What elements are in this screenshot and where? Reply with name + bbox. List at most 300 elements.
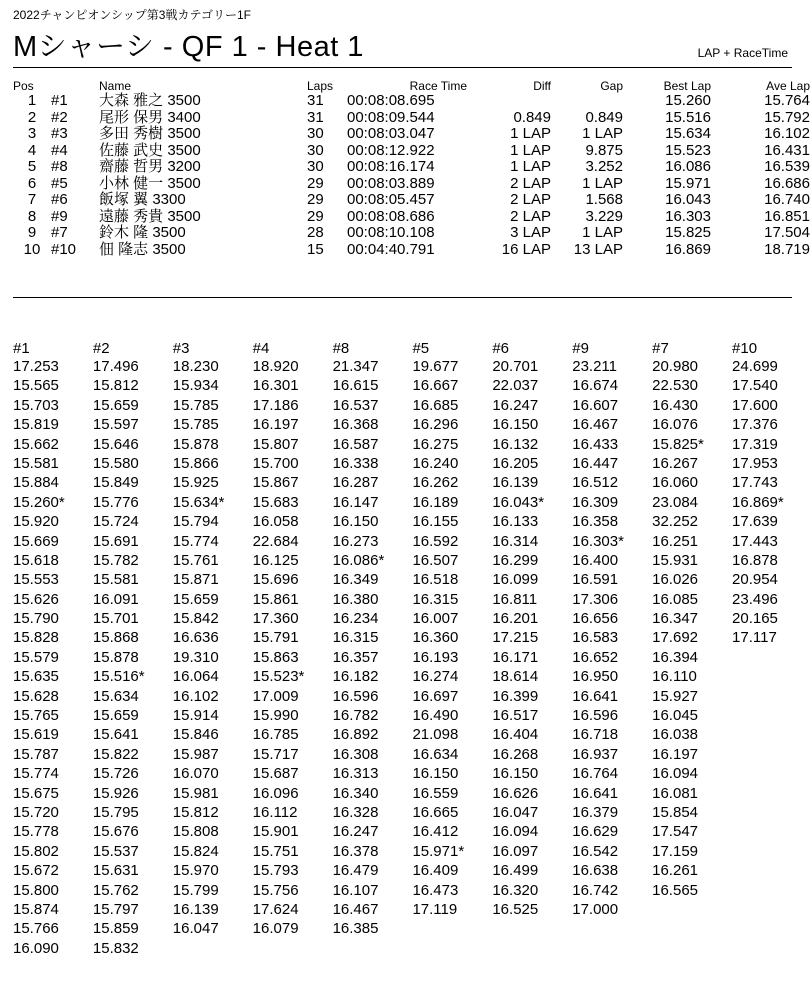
lap-time: 16.060 xyxy=(652,474,699,492)
lap-time: 15.866 xyxy=(172,454,219,472)
lap-time: 15.884 xyxy=(13,474,59,492)
lap-time: 15.791 xyxy=(252,629,299,647)
lap-time: 15.751 xyxy=(252,842,299,860)
lap-time: 15.987 xyxy=(172,745,219,763)
lap-time: 16.340 xyxy=(332,784,379,802)
result-car-number: #4 xyxy=(51,141,68,159)
lap-time: 15.700 xyxy=(252,454,299,472)
lap-time: 16.112 xyxy=(252,803,298,821)
lap-time: 16.685 xyxy=(412,396,459,414)
lap-time: 15.659 xyxy=(172,590,219,608)
lap-times-grid xyxy=(13,340,812,958)
results-header-row xyxy=(13,78,810,93)
lap-time: 18.614 xyxy=(492,668,539,686)
lap-column xyxy=(492,340,572,958)
lap-time: 15.863 xyxy=(252,648,299,666)
lap-time: 16.634 xyxy=(412,745,459,763)
lap-time: 16.592 xyxy=(412,532,459,550)
results-row xyxy=(13,242,810,259)
lap-time: 16.155 xyxy=(412,513,459,531)
lap-time: 16.467 xyxy=(572,416,619,434)
lap-time: 16.537 xyxy=(332,396,379,414)
result-ave-lap: 15.764 xyxy=(764,92,810,110)
result-laps: 30 xyxy=(307,141,324,159)
lap-time: 20.980 xyxy=(652,358,699,375)
lap-time: 16.026 xyxy=(652,571,699,589)
lap-time: 16.094 xyxy=(492,823,539,841)
col-header-name: Name xyxy=(99,79,132,93)
lap-time: 16.182 xyxy=(332,668,379,686)
lap-time: 17.009 xyxy=(252,687,299,705)
lap-time: 15.774 xyxy=(13,765,59,783)
lap-time: 15.849 xyxy=(92,474,139,492)
lap-time: 15.800 xyxy=(13,881,59,899)
lap-time: 16.447 xyxy=(572,454,619,472)
lap-time: 16.583 xyxy=(572,629,619,647)
lap-time: 15.675 xyxy=(13,784,59,802)
lap-time: 16.652 xyxy=(572,648,619,666)
result-race-time: 00:08:08.686 xyxy=(347,207,435,225)
lap-time: 16.267 xyxy=(652,454,699,472)
result-gap: 1 LAP xyxy=(582,174,623,192)
lap-time: 15.691 xyxy=(92,532,139,550)
result-race-time: 00:08:08.695 xyxy=(347,92,435,110)
lap-time: 15.646 xyxy=(92,435,139,453)
lap-time: 21.098 xyxy=(412,726,459,744)
lap-time: 16.587 xyxy=(332,435,379,453)
result-pos: 7 xyxy=(27,191,37,209)
lap-column xyxy=(652,340,732,958)
lap-time: 15.812 xyxy=(172,803,219,821)
lap-time: 16.094 xyxy=(652,765,699,783)
lap-time: 16.490 xyxy=(412,707,459,725)
lap-time: 16.268 xyxy=(492,745,539,763)
result-race-time: 00:08:12.922 xyxy=(347,141,435,159)
lap-time: 16.197 xyxy=(252,416,299,434)
lap-time: 23.211 xyxy=(572,358,617,375)
lap-time: 16.878 xyxy=(732,551,778,569)
lap-time: 16.273 xyxy=(332,532,379,550)
lap-time: 16.125 xyxy=(252,551,299,569)
lap-time: 24.699 xyxy=(732,358,778,375)
result-gap: 13 LAP xyxy=(573,240,623,258)
lap-time: 17.253 xyxy=(13,358,59,375)
lap-time: 15.765 xyxy=(13,707,59,725)
result-diff: 2 LAP xyxy=(510,174,551,192)
result-pos: 10 xyxy=(23,240,41,258)
result-pos: 6 xyxy=(27,174,37,192)
lap-time: 16.615 xyxy=(332,377,379,395)
result-ave-lap: 16.851 xyxy=(764,207,810,225)
lap-time: 16.869* xyxy=(732,493,784,511)
result-race-time: 00:08:03.047 xyxy=(347,125,435,143)
lap-time: 15.782 xyxy=(92,551,139,569)
lap-time: 15.793 xyxy=(252,862,299,880)
lap-time: 16.433 xyxy=(572,435,619,453)
lap-time: 17.496 xyxy=(92,358,139,375)
result-pos: 4 xyxy=(27,141,37,159)
lap-time: 15.619 xyxy=(13,726,59,744)
lap-time: 15.696 xyxy=(252,571,299,589)
lap-column xyxy=(93,340,173,958)
lap-time: 15.854 xyxy=(652,803,699,821)
lap-time: 16.150 xyxy=(332,513,379,531)
lap-time: 15.828 xyxy=(13,629,59,647)
lap-time: 17.000 xyxy=(572,900,619,918)
lap-time: 16.247 xyxy=(332,823,379,841)
lap-time: 15.970 xyxy=(172,862,219,880)
lap-time: 15.878 xyxy=(92,648,139,666)
lap-time: 17.692 xyxy=(652,629,699,647)
lap-time: 17.639 xyxy=(732,513,778,531)
lap-time: 16.542 xyxy=(572,842,619,860)
lap-time: 15.868 xyxy=(92,629,139,647)
lap-time: 15.726 xyxy=(92,765,139,783)
lap-time: 16.274 xyxy=(412,668,459,686)
lap-time: 16.150 xyxy=(492,765,539,783)
result-pos: 2 xyxy=(27,108,37,126)
lap-time: 16.076 xyxy=(652,416,699,434)
lap-time: 16.045 xyxy=(652,707,699,725)
lap-time: 17.600 xyxy=(732,396,778,414)
result-ave-lap: 16.539 xyxy=(764,158,810,176)
result-driver-name: 遠藤 秀貴 3500 xyxy=(99,207,201,225)
lap-time: 16.079 xyxy=(252,920,299,938)
result-driver-name: 尾形 保男 3400 xyxy=(99,108,201,126)
lap-time: 15.787 xyxy=(13,745,59,763)
lap-time: 16.782 xyxy=(332,707,379,725)
lap-time: 16.139 xyxy=(172,900,219,918)
lap-time: 17.319 xyxy=(732,435,778,453)
result-laps: 29 xyxy=(307,174,324,192)
lap-time: 15.822 xyxy=(92,745,139,763)
lap-time: 16.742 xyxy=(572,881,619,899)
lap-time: 15.628 xyxy=(13,687,59,705)
lap-time: 15.641 xyxy=(92,726,139,744)
lap-column-header: #1 xyxy=(13,340,30,357)
lap-time: 16.193 xyxy=(412,648,459,666)
lap-time: 15.819 xyxy=(13,416,59,434)
result-car-number: #2 xyxy=(51,108,68,126)
lap-time: 16.559 xyxy=(412,784,459,802)
lap-time: 16.301 xyxy=(252,377,299,395)
result-ave-lap: 16.431 xyxy=(764,141,810,159)
lap-time: 17.117 xyxy=(732,629,777,647)
lap-time: 15.635 xyxy=(13,668,59,686)
result-best-lap: 15.971 xyxy=(665,174,711,192)
lap-time: 15.634* xyxy=(172,493,225,511)
results-divider xyxy=(13,297,792,298)
lap-time: 16.107 xyxy=(332,881,379,899)
lap-time: 15.842 xyxy=(172,610,219,628)
col-header-best-lap: Best Lap xyxy=(663,79,711,93)
result-gap xyxy=(551,93,623,110)
result-car-number: #7 xyxy=(51,224,68,242)
lap-time: 15.762 xyxy=(92,881,139,899)
results-row xyxy=(13,93,810,110)
report-mode-label: LAP + RaceTime xyxy=(697,46,788,60)
lap-time: 15.901 xyxy=(252,823,299,841)
lap-time: 16.473 xyxy=(412,881,459,899)
lap-time: 22.684 xyxy=(252,532,299,550)
lap-time: 16.201 xyxy=(492,610,539,628)
lap-time: 15.581 xyxy=(92,571,139,589)
result-car-number: #9 xyxy=(51,207,68,225)
lap-time: 15.626 xyxy=(13,590,59,608)
lap-time: 15.659 xyxy=(92,707,139,725)
result-car-number: #3 xyxy=(51,125,68,143)
lap-time: 16.338 xyxy=(332,454,379,472)
lap-time: 15.776 xyxy=(92,493,139,511)
lap-time: 15.766 xyxy=(13,920,59,938)
lap-time: 23.084 xyxy=(652,493,699,511)
result-best-lap: 16.086 xyxy=(665,158,711,176)
result-gap: 1 LAP xyxy=(582,224,623,242)
lap-time: 15.634 xyxy=(92,687,139,705)
lap-time: 16.656 xyxy=(572,610,619,628)
lap-time: 16.641 xyxy=(572,784,619,802)
lap-time: 15.931 xyxy=(652,551,699,569)
lap-time: 16.937 xyxy=(572,745,619,763)
lap-time: 16.626 xyxy=(492,784,539,802)
lap-time: 15.581 xyxy=(13,454,59,472)
lap-time: 20.954 xyxy=(732,571,778,589)
lap-time: 18.920 xyxy=(252,358,299,375)
lap-time: 16.385 xyxy=(332,920,379,938)
lap-time: 15.785 xyxy=(172,396,219,414)
lap-time: 16.667 xyxy=(412,377,459,395)
result-pos: 5 xyxy=(27,158,37,176)
lap-time: 15.618 xyxy=(13,551,59,569)
result-diff: 3 LAP xyxy=(510,224,551,242)
lap-time: 16.358 xyxy=(572,513,619,531)
result-race-time: 00:04:40.791 xyxy=(347,240,435,258)
lap-time: 15.874 xyxy=(13,900,59,918)
lap-time: 15.825* xyxy=(652,435,704,453)
result-best-lap: 16.303 xyxy=(665,207,711,225)
lap-time: 16.070 xyxy=(172,765,219,783)
result-gap: 3.252 xyxy=(585,158,623,176)
result-driver-name: 飯塚 翼 3300 xyxy=(99,191,186,209)
result-diff: 0.849 xyxy=(513,108,551,126)
lap-time: 16.368 xyxy=(332,416,379,434)
lap-time: 16.234 xyxy=(332,610,379,628)
lap-time: 19.310 xyxy=(172,648,219,666)
lap-time: 16.512 xyxy=(572,474,619,492)
lap-column xyxy=(253,340,333,958)
results-table xyxy=(13,78,810,258)
lap-time: 15.990 xyxy=(252,707,299,725)
lap-time: 16.047 xyxy=(492,803,539,821)
lap-time: 16.328 xyxy=(332,803,379,821)
lap-time: 16.892 xyxy=(332,726,379,744)
result-diff: 1 LAP xyxy=(510,141,551,159)
lap-time: 16.638 xyxy=(572,862,619,880)
lap-column xyxy=(13,340,93,958)
lap-time: 19.677 xyxy=(412,358,459,375)
col-header-race-time: Race Time xyxy=(409,79,467,93)
lap-time: 16.287 xyxy=(332,474,379,492)
lap-time: 17.743 xyxy=(732,474,778,492)
result-gap: 1 LAP xyxy=(582,125,623,143)
lap-time: 22.037 xyxy=(492,377,539,395)
result-pos: 8 xyxy=(27,207,37,225)
lap-time: 17.376 xyxy=(732,416,778,434)
lap-column-header: #9 xyxy=(572,340,589,357)
lap-time: 16.380 xyxy=(332,590,379,608)
lap-time: 15.778 xyxy=(13,823,59,841)
lap-time: 15.794 xyxy=(172,513,219,531)
lap-time: 15.934 xyxy=(172,377,219,395)
result-ave-lap: 15.792 xyxy=(764,108,810,126)
lap-time: 16.309 xyxy=(572,493,619,511)
lap-time: 16.507 xyxy=(412,551,459,569)
lap-time: 16.394 xyxy=(652,648,699,666)
lap-time: 16.517 xyxy=(492,707,539,725)
lap-time: 15.676 xyxy=(92,823,139,841)
result-driver-name: 小林 健一 3500 xyxy=(99,174,201,192)
lap-time: 16.378 xyxy=(332,842,379,860)
lap-time: 16.275 xyxy=(412,435,459,453)
lap-time: 16.299 xyxy=(492,551,539,569)
results-row xyxy=(13,159,810,176)
result-laps: 30 xyxy=(307,125,324,143)
lap-time: 16.102 xyxy=(172,687,219,705)
lap-time: 16.379 xyxy=(572,803,619,821)
result-race-time: 00:08:09.544 xyxy=(347,108,435,126)
lap-column-header: #6 xyxy=(492,340,510,357)
lap-time: 17.186 xyxy=(252,396,299,414)
lap-time: 16.607 xyxy=(572,396,619,414)
lap-time: 16.674 xyxy=(572,377,619,395)
result-ave-lap: 16.740 xyxy=(764,191,810,209)
result-laps: 30 xyxy=(307,158,324,176)
result-best-lap: 15.516 xyxy=(665,108,711,126)
lap-time: 15.774 xyxy=(172,532,219,550)
result-gap: 0.849 xyxy=(585,108,623,126)
lap-time: 17.360 xyxy=(252,610,299,628)
results-row xyxy=(13,126,810,143)
lap-time: 16.641 xyxy=(572,687,619,705)
col-header-laps: Laps xyxy=(307,79,334,93)
lap-time: 16.349 xyxy=(332,571,379,589)
lap-time: 15.687 xyxy=(252,765,299,783)
lap-time: 15.808 xyxy=(172,823,219,841)
lap-time: 16.147 xyxy=(332,493,379,511)
lap-time: 15.812 xyxy=(92,377,139,395)
lap-time: 16.308 xyxy=(332,745,379,763)
lap-time: 16.412 xyxy=(412,823,459,841)
lap-time: 15.920 xyxy=(13,513,59,531)
result-race-time: 00:08:10.108 xyxy=(347,224,435,242)
result-best-lap: 16.043 xyxy=(665,191,711,209)
lap-time: 17.215 xyxy=(492,629,539,647)
result-car-number: #8 xyxy=(51,158,68,176)
result-best-lap: 16.869 xyxy=(665,240,711,258)
lap-time: 17.443 xyxy=(732,532,778,550)
lap-time: 16.240 xyxy=(412,454,459,472)
lap-time: 17.306 xyxy=(572,590,619,608)
lap-column-header: #2 xyxy=(92,340,110,357)
result-driver-name: 大森 雅之 3500 xyxy=(99,92,201,110)
lap-column xyxy=(732,340,812,958)
result-car-number: #10 xyxy=(51,240,77,258)
lap-time: 15.790 xyxy=(13,610,59,628)
header-divider xyxy=(13,67,792,68)
lap-time: 17.159 xyxy=(652,842,699,860)
lap-time: 15.565 xyxy=(13,377,59,395)
lap-time: 16.518 xyxy=(412,571,459,589)
lap-time: 16.360 xyxy=(412,629,459,647)
lap-time: 16.133 xyxy=(492,513,539,531)
lap-time: 16.525 xyxy=(492,900,539,918)
lap-time: 16.479 xyxy=(332,862,379,880)
lap-column xyxy=(572,340,652,958)
result-diff: 2 LAP xyxy=(510,191,551,209)
lap-time: 16.097 xyxy=(492,842,539,860)
result-laps: 31 xyxy=(307,92,324,110)
lap-time: 16.058 xyxy=(252,513,299,531)
lap-time: 15.871 xyxy=(172,571,219,589)
result-race-time: 00:08:16.174 xyxy=(347,158,435,176)
lap-time: 15.672 xyxy=(13,862,59,880)
results-row xyxy=(13,225,810,242)
lap-time: 15.926 xyxy=(92,784,139,802)
results-row xyxy=(13,143,810,160)
result-laps: 28 xyxy=(307,224,324,242)
lap-time: 15.580 xyxy=(92,454,139,472)
lap-time: 16.047 xyxy=(172,920,219,938)
result-laps: 29 xyxy=(307,207,324,225)
col-header-ave-lap: Ave Lap xyxy=(766,79,810,93)
lap-time: 15.597 xyxy=(92,416,139,434)
col-header-diff: Diff xyxy=(533,79,551,93)
lap-time: 16.320 xyxy=(492,881,539,899)
lap-time: 16.110 xyxy=(652,668,697,686)
result-diff xyxy=(481,93,551,110)
page-title: Mシャーシ - QF 1 - Heat 1 xyxy=(13,31,364,63)
lap-time: 16.197 xyxy=(652,745,699,763)
result-driver-name: 多田 秀樹 3500 xyxy=(99,125,201,143)
lap-column-header: #3 xyxy=(172,340,190,357)
lap-column-header: #5 xyxy=(412,340,430,357)
lap-time: 16.262 xyxy=(412,474,459,492)
lap-time: 16.038 xyxy=(652,726,699,744)
lap-time: 15.683 xyxy=(252,493,299,511)
lap-time: 16.205 xyxy=(492,454,539,472)
results-row xyxy=(13,110,810,127)
lap-time: 16.132 xyxy=(492,435,539,453)
lap-time: 16.171 xyxy=(492,648,539,666)
lap-time: 16.096 xyxy=(252,784,299,802)
lap-time: 15.631 xyxy=(92,862,139,880)
lap-column-header: #8 xyxy=(332,340,350,357)
lap-column xyxy=(173,340,253,958)
lap-time: 16.697 xyxy=(412,687,459,705)
lap-time: 16.400 xyxy=(572,551,619,569)
lap-time: 15.662 xyxy=(13,435,59,453)
lap-time: 18.230 xyxy=(172,358,219,375)
lap-column-header: #7 xyxy=(652,340,669,357)
lap-time: 16.596 xyxy=(332,687,379,705)
lap-time: 16.007 xyxy=(412,610,459,628)
lap-time: 16.404 xyxy=(492,726,539,744)
lap-time: 15.579 xyxy=(13,648,59,666)
lap-time: 16.099 xyxy=(492,571,539,589)
result-best-lap: 15.825 xyxy=(665,224,711,242)
result-diff: 16 LAP xyxy=(501,240,551,258)
lap-time: 16.347 xyxy=(652,610,699,628)
